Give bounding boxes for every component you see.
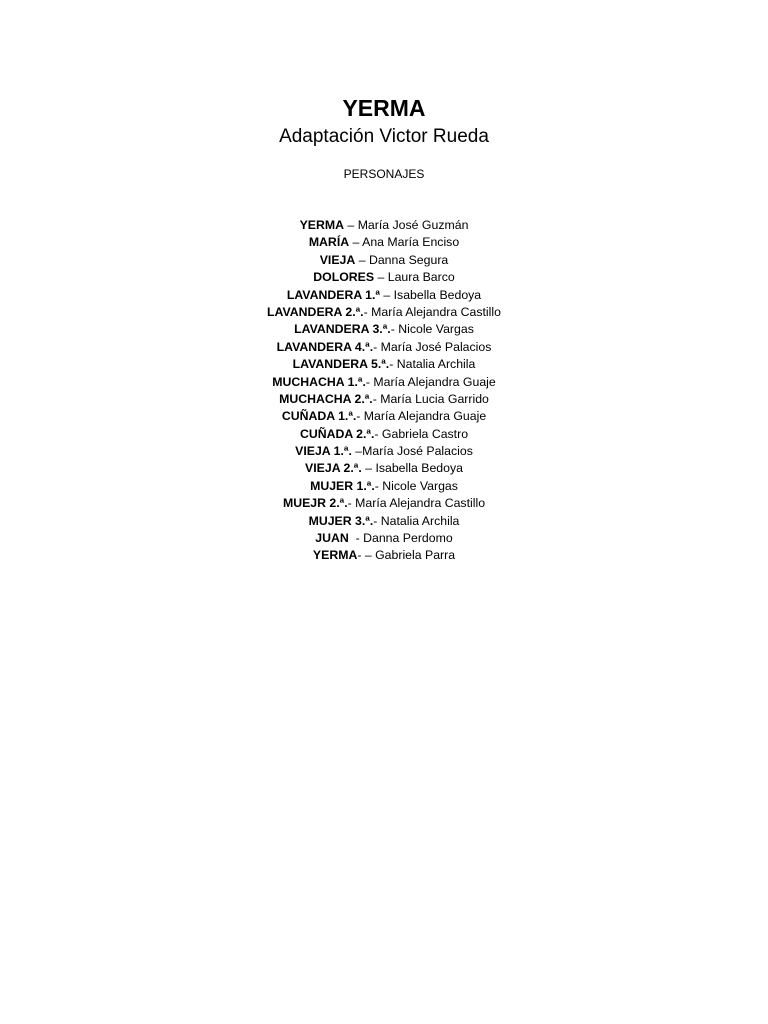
actor-name: - – Gabriela Parra: [357, 548, 456, 563]
actor-name: - María Alejandra Castillo: [347, 496, 486, 511]
actor-name: - Natalia Archila: [389, 357, 476, 372]
character-role: CUÑADA 2.ª.: [299, 426, 375, 441]
cast-row: [0, 530, 768, 547]
cast-row: [0, 426, 768, 443]
character-role: MUJER 3.ª.: [308, 513, 374, 528]
actor-name: – María José Guzmán: [344, 218, 469, 232]
cast-row: [0, 217, 768, 234]
cast-row: [0, 547, 768, 564]
character-role: LAVANDERA 5.ª.: [292, 357, 390, 372]
cast-row: [0, 304, 768, 321]
cast-row: [0, 443, 768, 460]
characters-heading: PERSONAJES: [343, 167, 425, 181]
character-role: VIEJA: [319, 252, 356, 267]
character-role: LAVANDERA 1.ª: [286, 287, 380, 302]
cast-row: [0, 374, 768, 391]
cast-row: [0, 495, 768, 512]
character-role: MUEJR 2.ª.: [282, 496, 348, 511]
actor-name: – Danna Segura: [355, 252, 449, 267]
actor-name: - Nicole Vargas: [374, 478, 458, 493]
character-role: JUAN: [315, 531, 349, 546]
actor-name: - Nicole Vargas: [390, 322, 474, 337]
character-role: VIEJA 2.ª.: [305, 461, 362, 476]
actor-name: - Danna Perdomo: [348, 531, 453, 546]
character-role: LAVANDERA 2.ª.: [267, 304, 364, 319]
cast-row: [0, 339, 768, 356]
actor-name: - María Alejandra Guaje: [365, 374, 496, 389]
cast-row: [0, 287, 768, 304]
cast-row: [0, 408, 768, 425]
character-role: MUCHACHA 1.ª.: [272, 374, 366, 389]
character-role: CUÑADA 1.ª.: [281, 409, 357, 424]
character-role: MUCHACHA 2.ª.: [279, 391, 373, 406]
cast-row: [0, 478, 768, 495]
document-title: YERMA: [342, 95, 426, 121]
actor-name: – Ana María Enciso: [349, 235, 460, 250]
cast-row: [0, 269, 768, 286]
actor-name: - Natalia Archila: [373, 513, 460, 528]
actor-name: – Laura Barco: [374, 270, 455, 285]
cast-row: [0, 460, 768, 477]
cast-row: [0, 356, 768, 373]
actor-name: - Gabriela Castro: [374, 426, 469, 441]
document-subtitle: Adaptación Victor Rueda: [279, 126, 489, 147]
cast-list: [0, 217, 768, 565]
actor-name: – Isabella Bedoya: [361, 461, 463, 476]
character-role: VIEJA 1.ª.: [295, 444, 352, 459]
actor-name: - María Lucia Garrido: [372, 391, 489, 406]
actor-name: –María José Palacios: [351, 444, 473, 459]
cast-row: [0, 391, 768, 408]
actor-name: - María Alejandra Castillo: [363, 304, 501, 319]
character-role: DOLORES: [313, 270, 375, 285]
character-role: YERMA: [299, 218, 345, 232]
actor-name: - María José Palacios: [373, 339, 492, 354]
character-role: LAVANDERA 4.ª.: [276, 339, 374, 354]
character-role: YERMA: [312, 548, 358, 563]
character-role: MARÍA: [308, 235, 350, 250]
character-role: MUJER 1.ª.: [310, 478, 375, 493]
cast-row: [0, 513, 768, 530]
actor-name: - María Alejandra Guaje: [356, 409, 487, 424]
actor-name: – Isabella Bedoya: [379, 287, 482, 302]
cast-row: [0, 234, 768, 251]
cast-row: [0, 321, 768, 338]
character-role: LAVANDERA 3.ª.: [294, 322, 391, 337]
cast-row: [0, 252, 768, 269]
